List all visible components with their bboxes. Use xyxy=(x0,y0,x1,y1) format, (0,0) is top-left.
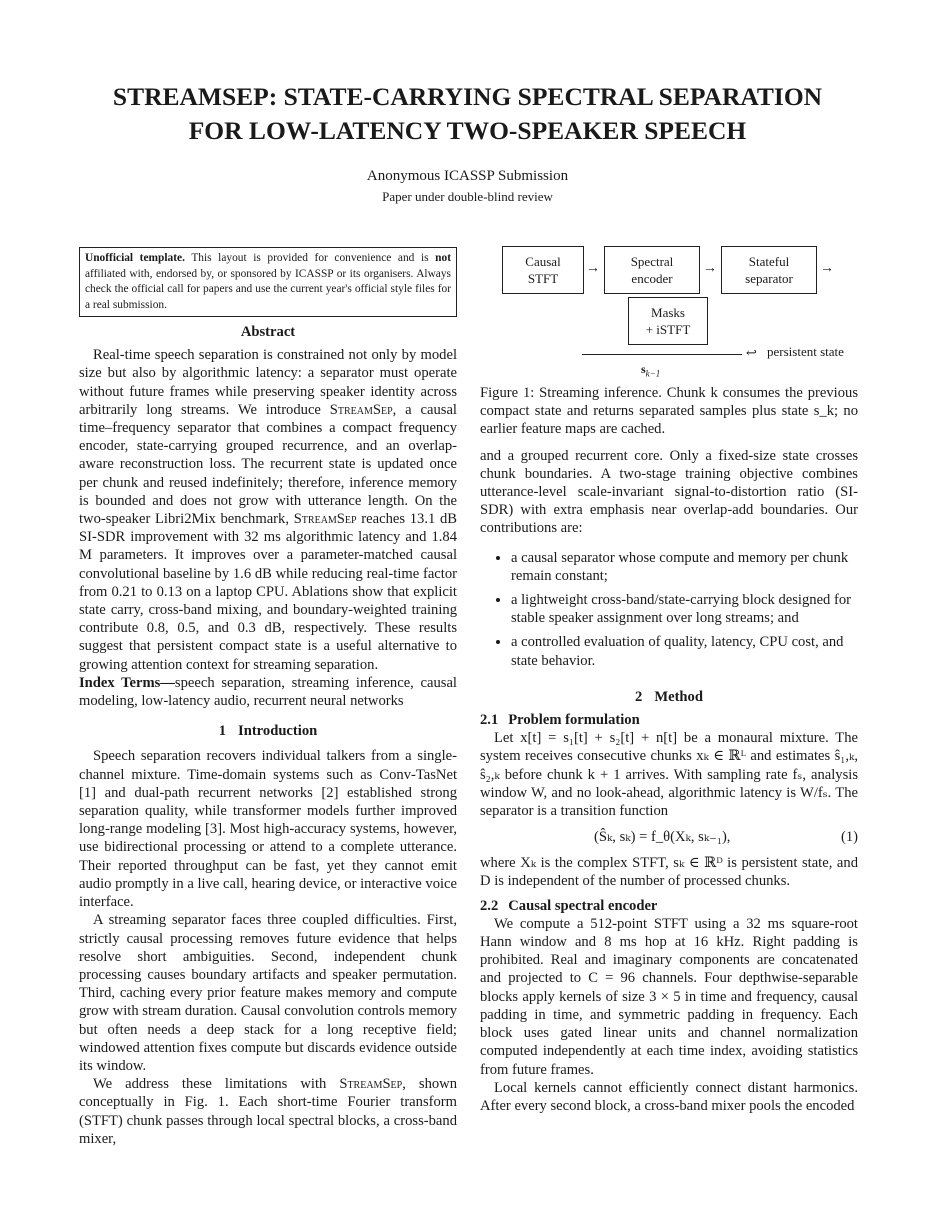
state-variable-label: $s_{k-1}$ xyxy=(641,362,661,379)
problem-formulation-after: where Xₖ is the complex STFT, sₖ ∈ ℝᴰ is persistent state, and D is independent of the number of processed chunks. xyxy=(480,855,858,890)
figure-1-caption: Figure 1: Streaming inference. Chunk k consumes the previous compact state and returns separated samples plus state s_k; no earlier feature maps are cached. xyxy=(480,385,858,438)
arrow-right-icon: → xyxy=(820,261,834,276)
notice-text-2: affiliated with, endorsed by, or sponsored by ICASSP or its organisers. Always check the official call for papers and use the current year's official style files for a real submission. xyxy=(85,267,451,311)
index-terms-label: Index Terms— xyxy=(79,674,175,691)
state-line xyxy=(582,354,742,355)
problem-formulation-text: Let x[t] = s₁[t] + s₂[t] + n[t] be a monaural mixture. The system receives consecutive chunks xₖ ∈ ℝᴸ and estimates ŝ₁,ₖ, ŝ₂,ₖ before chunk k + 1 arrives. With sampling rate fₛ, analysis window W, and no look-ahead, algorithmic latency is W/fₛ. The separator is a transition function xyxy=(480,730,858,820)
causal-encoder-paragraph-1: We compute a 512-point STFT using a 32 ms square-root Hann window and 8 ms hop at 16 kHz. Right padding is prohibited. Real and imaginary components are concatenated and projected to C = 96 channels. Four depthwise-separable blocks apply kernels of size 3 × 5 in time and frequency, causal padding in time, and symmetric padding in frequency. Each block uses gated linear units and channel normalization computed independently at each time index, avoiding statistics from future frames. xyxy=(480,915,858,1078)
notice-text-1: This layout is provided for convenience and is xyxy=(184,252,436,264)
intro-paragraph-2: A streaming separator faces three coupled difficulties. First, strictly causal processing removes future evidence that helps resolve short ambiguities. Second, independent chunk processing causes boundary artifacts and speaker permutation. Third, caching every prior feature makes memory and compute grow with stream duration. Causal convolution controls memory but often needs a deep stack for a long receptive field; windowed attention fixes compute but discards evidence outside its window. xyxy=(79,912,457,1074)
method-name: StreamSep xyxy=(293,511,357,528)
intro-paragraph-3: We address these limitations with StreamSep, shown conceptually in Fig. 1. Each short-time Fourier transform (STFT) chunk passes through local spectral blocks, a cross-band mixer, xyxy=(79,1076,458,1147)
list-item: • a causal separator whose compute and memory per chunk remain constant; xyxy=(511,549,858,585)
arrow-right-icon: → xyxy=(703,261,717,276)
paper-title-line-1: STREAMSEP: STATE-CARRYING SPECTRAL SEPARATION xyxy=(112,82,823,111)
method-name: StreamSep xyxy=(329,401,393,418)
equation-number: (1) xyxy=(840,829,858,846)
right-column xyxy=(480,246,858,1115)
section-heading-introduction: 1 Introduction xyxy=(218,723,318,740)
causal-encoder-paragraph-2: Local kernels cannot efficiently connect distant harmonics. After every second block, a cross-band mixer pools the encoded xyxy=(480,1079,858,1114)
list-item: • a lightweight cross-band/state-carrying block designed for stable speaker assignment over long streams; and xyxy=(511,591,858,627)
index-terms xyxy=(79,674,457,710)
method-name: StreamSep xyxy=(339,1076,403,1093)
affiliation-line: Paper under double-blind review xyxy=(382,189,553,204)
notice-lead: Unofficial template. xyxy=(85,252,185,264)
intro-paragraph-1: Speech separation recovers individual talkers from a single-channel mixture. Time-domain systems such as Conv-TasNet [1] and dual-path recurrent networks [2] established strong separation quality, while transformer models further improved long-range modeling [3]. Most high-accuracy systems, however, use bidirectional processing or attend to a complete utterance. Their reported throughput can be fast, yet they cannot emit audio promptly in a live call, hearing device, or interactive voice interface. xyxy=(79,748,457,911)
box-spectral-encoder: Spectral encoder xyxy=(604,246,700,294)
persistent-state-label: persistent state xyxy=(767,344,844,359)
arrow-right-icon: → xyxy=(586,261,600,276)
box-stateful-separator: Stateful separator xyxy=(721,246,817,294)
abstract-heading: Abstract xyxy=(240,324,296,340)
paper-title xyxy=(0,80,935,148)
index-terms-list: speech separation, streaming inference, causal modeling, low-latency audio, recurrent neural networks xyxy=(79,674,457,710)
intro-paragraph-3-continued: and a grouped recurrent core. Only a fixed-size state crosses chunk boundaries. A two-stage training objective combines utterance-level scale-invariant signal-to-distortion ratio (SI-SDR) with extra emphasis near overlap-add boundaries. Our contributions are: xyxy=(480,447,858,537)
loop-arrow-icon: ↩ xyxy=(746,345,757,360)
section-heading-method: 2 Method xyxy=(635,688,703,705)
figure-1-diagram xyxy=(480,246,858,380)
paper-title-line-2: FOR LOW-LATENCY TWO-SPEAKER SPEECH xyxy=(188,116,747,145)
left-column xyxy=(79,246,457,1148)
equation-1 xyxy=(480,826,858,850)
subsection-heading-problem-formulation: 2.1 Problem formulation xyxy=(480,712,640,729)
notice-emphasis: not xyxy=(435,252,451,264)
subsection-heading-causal-encoder: 2.2 Causal spectral encoder xyxy=(480,897,658,914)
list-item: • a controlled evaluation of quality, latency, CPU cost, and state behavior. xyxy=(511,633,858,669)
contributions-list xyxy=(480,549,858,670)
template-notice-box xyxy=(79,247,457,317)
box-causal-stft: Causal STFT xyxy=(502,246,584,294)
author-line: Anonymous ICASSP Submission xyxy=(366,168,569,184)
abstract-text: Real-time speech separation is constrained not only by model size but also by algorithmic latency: a separator must operate without future frames while preserving speaker identity across arbitrarily long streams. We introduce StreamSep, a causal time–frequency separator that combines a compact frequency encoder, state-carrying grouped recurrence, and an overlap-aware reconstruction loss. The recurrent state is updated once per chunk and reused indefinitely; therefore, inference memory is bounded and does not grow with utterance length. On the two-speaker Libri2Mix benchmark, StreamSep reaches 13.1 dB SI-SDR improvement with 32 ms algorithmic latency and 1.84 M parameters. It improves over a parameter-matched causal convolutional baseline by 1.6 dB while reducing real-time factor from 0.21 to 0.13 on a laptop CPU. Ablations show that explicit state carry, cross-band mixing, and boundary-weighted training contribute 0.8, 0.5, and 0.3 dB, respectively. These results suggest that persistent compact state is a useful alternative to growing attention context for streaming separation. xyxy=(79,347,457,673)
box-masks-istft: Masks + iSTFT xyxy=(628,297,708,345)
equation-body: (Ŝₖ, sₖ) = f_θ(Xₖ, sₖ₋₁), xyxy=(594,829,731,846)
